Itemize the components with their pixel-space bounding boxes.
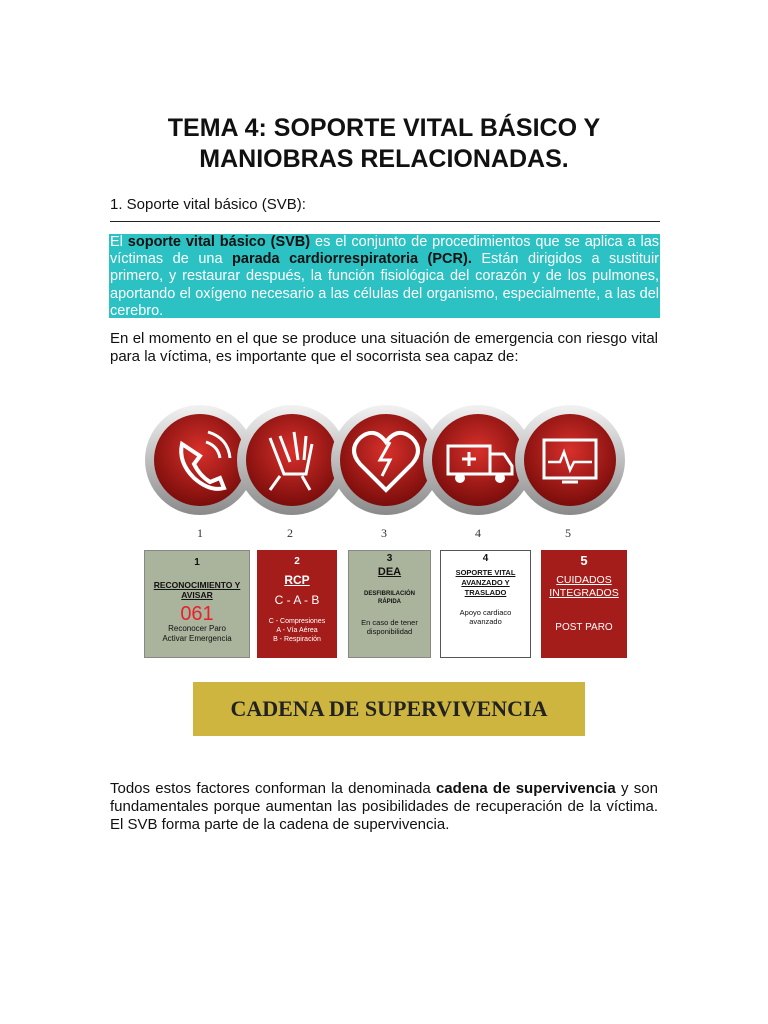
step-box-advanced [440, 550, 531, 658]
box-subtitle: DESFIBRILACIÓN RÁPIDA [364, 591, 415, 605]
intro-paragraph: En el momento en el que se produce una situación de emergencia con riesgo vital para la víctima, es importante que el socorrista sea capaz de: [110, 330, 658, 365]
section-heading: 1. Soporte vital básico (SVB): [110, 196, 306, 213]
definition-text: Están dirigidos a sustituir primero, y restaurar después, la función fisiológica del corazón y de los pulmones, aportando el oxígeno necesario a las células del organismo, especialmente, a las del cerebro. [110, 251, 660, 319]
box-title: RECONOCIMIENTO Y AVISAR [153, 580, 241, 600]
step-number: 2 [287, 526, 293, 540]
definition-bold-term: parada cardiorrespiratoria (PCR). [232, 251, 472, 268]
box-line: C - Compresiones [268, 618, 326, 625]
definition-bold-term: soporte vital básico (SVB) [127, 234, 311, 250]
box-title: RCP [284, 573, 310, 587]
step-number: 4 [475, 526, 481, 540]
step-box-post-care [541, 550, 627, 658]
box-number: 1 [194, 557, 200, 568]
box-title: SOPORTE VITAL AVANZADO Y TRASLADO [455, 568, 516, 597]
icon-circles [130, 398, 640, 518]
closing-paragraph [110, 780, 658, 834]
box-line: Apoyo cardiaco avanzado [459, 608, 512, 626]
box-line: A - Vía Aérea [276, 627, 318, 634]
survival-chain-banner: CADENA DE SUPERVIVENCIA [193, 682, 585, 736]
page-title: TEMA 4: SOPORTE VITAL BÁSICO Y MANIOBRAS RELACIONADAS. [167, 114, 601, 173]
box-line: Activar Emergencia [162, 634, 232, 643]
box-number: 4 [482, 553, 489, 564]
box-line: Reconocer Paro [168, 624, 226, 633]
definition-text: El [110, 234, 128, 250]
survival-chain-figure [130, 398, 640, 678]
paragraph-bold-term: cadena de supervivencia [435, 780, 616, 797]
paragraph-text: y son fundamentales porque aumentan las posibilidades de recuperación de la víctima. El SVB forma parte de la cadena de supervivencia. [110, 780, 658, 833]
box-line: En caso de tener disponibilidad [361, 618, 418, 636]
box-number: 3 [386, 553, 393, 564]
step-number: 5 [565, 526, 571, 540]
definition-highlight [109, 234, 660, 318]
box-subtitle: C - A - B [274, 593, 320, 607]
step-number: 1 [197, 526, 203, 540]
emergency-number: 061 [180, 603, 214, 625]
box-number: 5 [580, 553, 588, 568]
box-title: CUIDADOS INTEGRADOS [549, 574, 619, 599]
box-line: POST PARO [555, 622, 613, 633]
paragraph-text: Todos estos factores conforman la denominada [110, 780, 436, 797]
step-box-dea [348, 550, 431, 658]
hands-icon [237, 405, 347, 515]
box-line: B - Respiración [273, 636, 321, 643]
step-number: 3 [381, 526, 387, 540]
step-box-rcp [257, 550, 337, 658]
monitor-icon [515, 405, 625, 515]
definition-text: es el conjunto de procedimientos que se aplica a las víctimas de una [110, 234, 660, 268]
step-box-recognize [144, 550, 250, 658]
section-divider [110, 221, 660, 222]
box-title: DEA [377, 566, 402, 578]
box-number: 2 [294, 556, 300, 567]
